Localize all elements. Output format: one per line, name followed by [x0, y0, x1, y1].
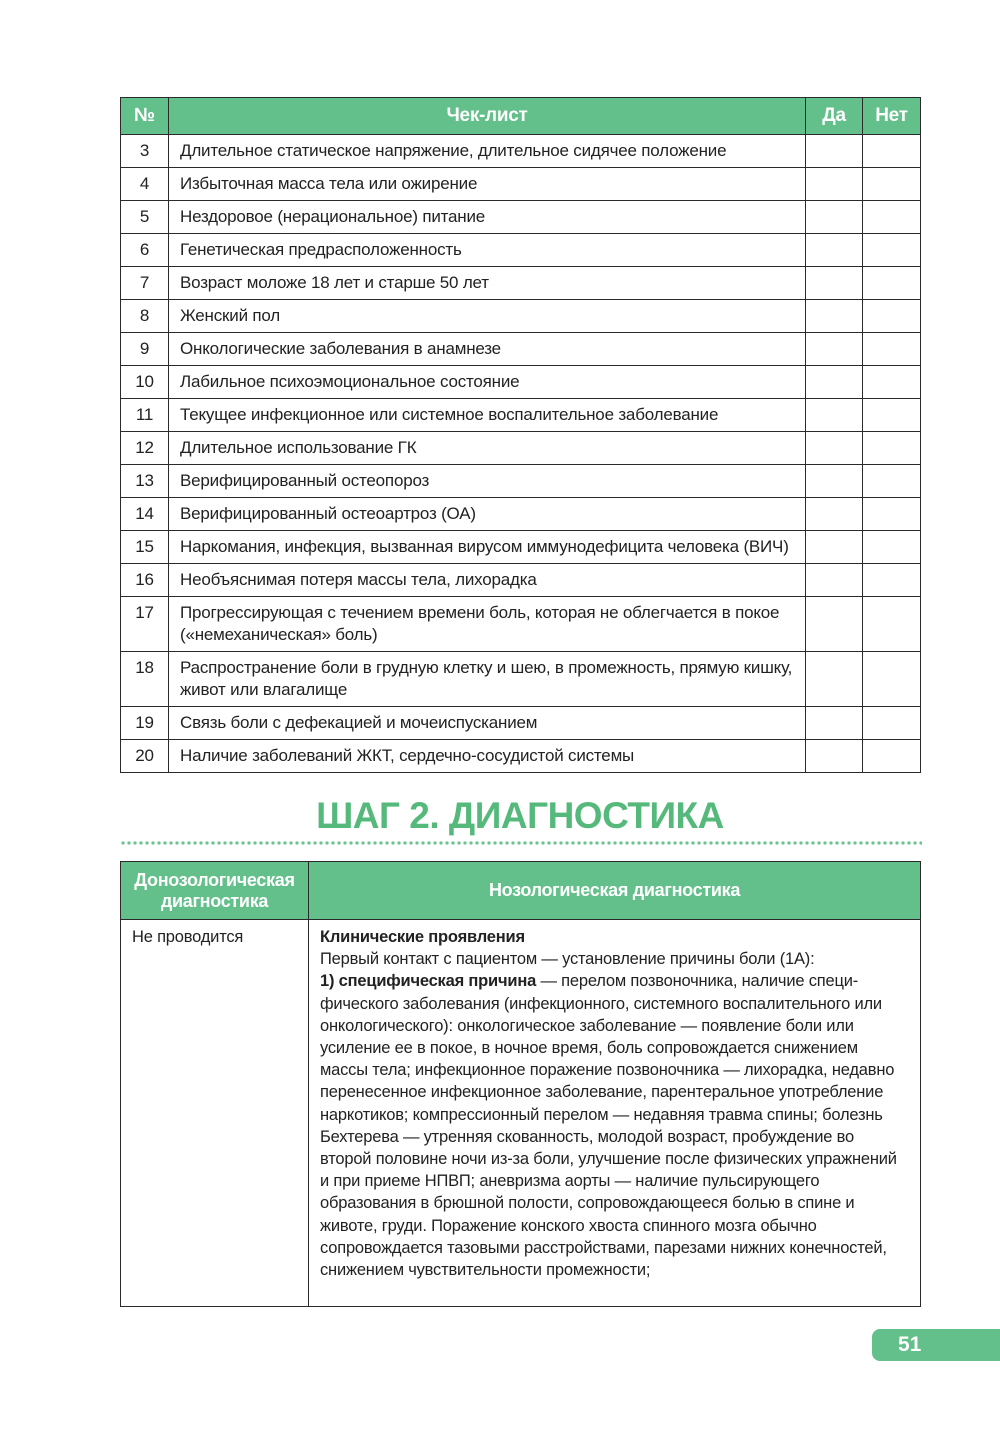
row-text: Необъяснимая потеря массы тела, лихорадка	[169, 564, 806, 597]
no-checkbox-cell[interactable]	[863, 333, 921, 366]
cause-paragraph	[320, 970, 909, 1281]
row-number: 15	[121, 531, 169, 564]
yes-checkbox-cell[interactable]	[806, 201, 863, 234]
checklist-row	[121, 333, 921, 366]
yes-checkbox-cell[interactable]	[806, 564, 863, 597]
column-header-prenosological: Донозологическая диагностика	[121, 862, 309, 920]
no-checkbox-cell[interactable]	[863, 366, 921, 399]
row-number: 9	[121, 333, 169, 366]
nosological-cell	[309, 920, 921, 1307]
column-header-number: №	[121, 98, 169, 135]
row-number: 11	[121, 399, 169, 432]
row-number: 14	[121, 498, 169, 531]
yes-checkbox-cell[interactable]	[806, 465, 863, 498]
checklist-row	[121, 652, 921, 707]
checklist-row	[121, 531, 921, 564]
checklist-row	[121, 168, 921, 201]
checklist-row	[121, 498, 921, 531]
yes-checkbox-cell[interactable]	[806, 531, 863, 564]
cause-text: — перелом позвоночника, наличие специфического заболевания (инфекционного, системного воспалительного или онкологического): онкологическое заболевание — появление боли или усиление ее в покое, в ночное время, боль сопровождается снижением массы тела; инфекционное поражение позвоночника — лихорадка, недавно перенесенное инфекционное заболевание, парентеральное употребление наркотиков; компрессионный перелом — недавняя травма спины; болезнь Бехтерева — утренняя скованность, молодой возраст, пробуждение во второй половине ночи из-за боли, улучшение после физических упражнений и при приеме НПВП; аневризма аорты — наличие пульсирующего образования в брюшной полости, сопровождающееся болью в спине и животе, груди. Поражение конского хвоста спинного мозга обычно сопровождается тазовыми расстройствами, парезами нижних конечностей, снижением чувствительности промежности;	[320, 972, 897, 1280]
row-text: Верифицированный остеопороз	[169, 465, 806, 498]
row-text: Генетическая предрасположенность	[169, 234, 806, 267]
yes-checkbox-cell[interactable]	[806, 652, 863, 707]
checklist-row	[121, 366, 921, 399]
row-number: 18	[121, 652, 169, 707]
no-checkbox-cell[interactable]	[863, 564, 921, 597]
no-checkbox-cell[interactable]	[863, 135, 921, 168]
diagnostics-header-row	[121, 862, 921, 920]
row-text: Длительное использование ГК	[169, 432, 806, 465]
no-checkbox-cell[interactable]	[863, 168, 921, 201]
row-number: 5	[121, 201, 169, 234]
no-checkbox-cell[interactable]	[863, 652, 921, 707]
page-number: 51	[872, 1329, 1000, 1361]
intro-text: Первый контакт с пациентом — установление причины боли (1А):	[320, 950, 815, 969]
row-number: 19	[121, 707, 169, 740]
checklist-row	[121, 432, 921, 465]
yes-checkbox-cell[interactable]	[806, 707, 863, 740]
row-number: 10	[121, 366, 169, 399]
column-header-yes: Да	[806, 98, 863, 135]
yes-checkbox-cell[interactable]	[806, 498, 863, 531]
checklist-row	[121, 135, 921, 168]
no-checkbox-cell[interactable]	[863, 201, 921, 234]
yes-checkbox-cell[interactable]	[806, 432, 863, 465]
column-header-checklist: Чек-лист	[169, 98, 806, 135]
checklist-header-row	[121, 98, 921, 135]
yes-checkbox-cell[interactable]	[806, 366, 863, 399]
yes-checkbox-cell[interactable]	[806, 267, 863, 300]
row-number: 20	[121, 740, 169, 773]
no-checkbox-cell[interactable]	[863, 234, 921, 267]
checklist-row	[121, 201, 921, 234]
row-text: Верифицированный остеоартроз (ОА)	[169, 498, 806, 531]
diagnostics-row	[121, 920, 921, 1307]
checklist-row	[121, 267, 921, 300]
row-number: 6	[121, 234, 169, 267]
row-text: Лабильное психоэмоциональное состояние	[169, 366, 806, 399]
row-text: Наличие заболеваний ЖКТ, сердечно-сосудистой системы	[169, 740, 806, 773]
row-number: 8	[121, 300, 169, 333]
no-checkbox-cell[interactable]	[863, 740, 921, 773]
column-header-no: Нет	[863, 98, 921, 135]
row-number: 12	[121, 432, 169, 465]
clinical-heading: Клинические проявления	[320, 928, 525, 946]
cause-label: 1) специфическая причина	[320, 972, 537, 991]
yes-checkbox-cell[interactable]	[806, 300, 863, 333]
yes-checkbox-cell[interactable]	[806, 740, 863, 773]
yes-checkbox-cell[interactable]	[806, 333, 863, 366]
no-checkbox-cell[interactable]	[863, 597, 921, 652]
checklist-row	[121, 740, 921, 773]
row-number: 16	[121, 564, 169, 597]
yes-checkbox-cell[interactable]	[806, 168, 863, 201]
row-text: Распространение боли в грудную клетку и шею, в промежность, прямую кишку, живот или влагалище	[169, 652, 806, 707]
checklist-row	[121, 707, 921, 740]
yes-checkbox-cell[interactable]	[806, 234, 863, 267]
row-number: 3	[121, 135, 169, 168]
no-checkbox-cell[interactable]	[863, 432, 921, 465]
yes-checkbox-cell[interactable]	[806, 135, 863, 168]
row-number: 4	[121, 168, 169, 201]
no-checkbox-cell[interactable]	[863, 707, 921, 740]
yes-checkbox-cell[interactable]	[806, 399, 863, 432]
row-text: Избыточная масса тела или ожирение	[169, 168, 806, 201]
checklist-row	[121, 597, 921, 652]
row-number: 13	[121, 465, 169, 498]
row-text: Длительное статическое напряжение, длительное сидячее положение	[169, 135, 806, 168]
prenosological-cell: Не проводится	[121, 920, 309, 1307]
row-text: Нездоровое (нерациональное) питание	[169, 201, 806, 234]
column-header-nosological: Нозологическая диагностика	[309, 862, 921, 920]
no-checkbox-cell[interactable]	[863, 498, 921, 531]
no-checkbox-cell[interactable]	[863, 531, 921, 564]
risk-checklist-table	[120, 97, 921, 773]
no-checkbox-cell[interactable]	[863, 300, 921, 333]
row-text: Онкологические заболевания в анамнезе	[169, 333, 806, 366]
row-number: 7	[121, 267, 169, 300]
checklist-row	[121, 564, 921, 597]
row-text: Женский пол	[169, 300, 806, 333]
dotted-divider	[120, 840, 922, 846]
no-checkbox-cell[interactable]	[863, 267, 921, 300]
row-text: Прогрессирующая с течением времени боль, которая не облегчается в покое («немеханическая» боль)	[169, 597, 806, 652]
row-number: 17	[121, 597, 169, 652]
checklist-row	[121, 465, 921, 498]
row-text: Возраст моложе 18 лет и старше 50 лет	[169, 267, 806, 300]
checklist-row	[121, 300, 921, 333]
no-checkbox-cell[interactable]	[863, 465, 921, 498]
yes-checkbox-cell[interactable]	[806, 597, 863, 652]
section-title: ШАГ 2. ДИАГНОСТИКА	[316, 795, 724, 836]
row-text: Текущее инфекционное или системное воспалительное заболевание	[169, 399, 806, 432]
diagnostics-table	[120, 861, 921, 1307]
no-checkbox-cell[interactable]	[863, 399, 921, 432]
row-text: Наркомания, инфекция, вызванная вирусом иммунодефицита человека (ВИЧ)	[169, 531, 806, 564]
checklist-row	[121, 399, 921, 432]
checklist-row	[121, 234, 921, 267]
row-text: Связь боли с дефекацией и мочеиспусканием	[169, 707, 806, 740]
